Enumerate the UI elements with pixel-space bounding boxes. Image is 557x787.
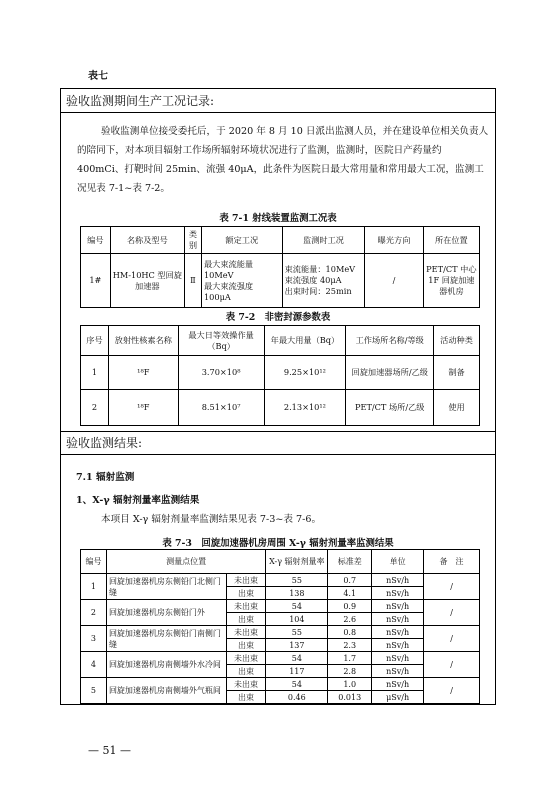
t73-val: 54 [266,652,328,665]
t73-sd: 2.6 [328,613,372,626]
t71-h-class: 类别 [184,227,201,254]
t73-sd: 2.8 [328,665,372,678]
t73-loc: 回旋加速器机房南侧墙外气瓶间 [106,678,226,704]
t72-no: 2 [81,390,109,426]
t72-nuclide: ¹⁸F [108,356,178,390]
t73-sd: 2.3 [328,639,372,652]
t73-unit: nSv/h [372,574,424,587]
t73-sd: 1.0 [328,678,372,691]
t73-unit: nSv/h [372,678,424,691]
t71-rated [201,254,282,308]
t72-h-no: 序号 [81,326,109,356]
t73-val: 55 [266,626,328,639]
t73-unit: nSv/h [372,613,424,626]
t73-val: 54 [266,600,328,613]
table-row [81,390,480,426]
t72-daily: 3.70×10⁸ [178,356,264,390]
section1-title: 验收监测期间生产工况记录: [66,94,215,108]
t73-no: 1 [81,574,107,600]
t71-monitor [282,254,365,308]
t72-daily: 8.51×10⁷ [178,390,264,426]
t73-sd: 1.7 [328,652,372,665]
divider [61,112,495,113]
t73-state: 未出束 [226,574,266,587]
t71-rated-line: 最大束流能量 [203,258,254,269]
t73-note: / [424,652,480,678]
table73-caption: 表 7-3 回旋加速器机房周围 X-γ 辐射剂量率监测结果 [162,538,394,549]
t73-no: 2 [81,600,107,626]
t72-no: 1 [81,356,109,390]
t73-h-sd: 标准差 [328,550,372,574]
t73-h-note: 备 注 [424,550,480,574]
t72-h-nuclide: 放射性核素名称 [108,326,178,356]
t71-location: PET/CT 中心 1F 回旋加速器机房 [423,254,479,308]
t73-note: / [424,678,480,704]
t71-h-no: 编号 [81,227,111,254]
table-row [81,574,480,587]
intro-text: 验收监测单位接受委托后，于 2020 年 8 月 10 日派出监测人员，并在建设单位相关负责人的陪同下，对本项目辐射工作场所辐射环境状况进行了监测，监测时，医院日产药量约 400mCi、打靶时间 25min、流强 40μA，此条件为医院日最大常用量和常用最大工况，监测工况见表 7-1~表 7-2。 [77,126,489,194]
t73-loc: 回旋加速器机房东侧铅门北侧门缝 [106,574,226,600]
t71-monitor-line: 出束时间：25min [284,286,352,296]
t73-loc: 回旋加速器机房东侧铅门南侧门缝 [106,626,226,652]
t73-state: 未出束 [226,600,266,613]
table71 [80,226,480,308]
t71-no: 1# [81,254,111,308]
t72-h-daily: 最大日等效操作量（Bq） [178,326,264,356]
table-row [81,626,480,639]
table73 [80,549,480,704]
t72-annual: 9.25×10¹² [264,356,346,390]
t71-rated-line: 10MeV [203,269,234,280]
t71-direction: / [365,254,423,308]
t73-val: 55 [266,574,328,587]
t73-state: 未出束 [226,652,266,665]
t73-no: 4 [81,652,107,678]
sub2-text: 本项目 X-γ 辐射剂量率监测结果见表 7-3~表 7-6。 [101,514,322,525]
section2-title: 验收监测结果: [66,436,143,450]
t73-state: 出束 [226,587,266,600]
t73-note: / [424,626,480,652]
t73-unit: nSv/h [372,665,424,678]
table72-caption: 表 7-2 非密封源参数表 [225,312,331,323]
t73-val: 54 [266,678,328,691]
page-number: — 51 — [88,744,131,757]
t72-activity: 制备 [434,356,480,390]
t71-h-rated: 额定工况 [201,227,282,254]
sub2-paragraph [77,510,489,529]
t72-annual: 2.13×10¹² [264,390,346,426]
t73-h-unit: 单位 [372,550,424,574]
t71-h-location: 所在位置 [423,227,479,254]
table-row [81,678,480,691]
t73-state: 未出束 [226,626,266,639]
t73-val: 0.46 [266,691,328,704]
table-row [81,652,480,665]
table-row [81,356,480,390]
t73-unit: μSv/h [372,691,424,704]
t73-unit: nSv/h [372,652,424,665]
t73-note: / [424,600,480,626]
t73-val: 104 [266,613,328,626]
t73-sd: 0.8 [328,626,372,639]
t73-unit: nSv/h [372,639,424,652]
t73-unit: nSv/h [372,626,424,639]
t72-h-place: 工作场所名称/等级 [346,326,434,356]
content-frame [60,88,496,705]
t73-val: 117 [266,665,328,678]
t73-sd: 0.013 [328,691,372,704]
t73-state: 未出束 [226,678,266,691]
t73-sd: 0.9 [328,600,372,613]
t71-name: HM-10HC 型回旋加速器 [110,254,184,308]
t73-note: / [424,574,480,600]
t73-loc: 回旋加速器机房南侧墙外水冷间 [106,652,226,678]
divider [61,454,495,455]
t73-h-no: 编号 [81,550,107,574]
t72-h-activity: 活动种类 [434,326,480,356]
t71-rated-line: 100μA [203,291,231,302]
t73-no: 3 [81,626,107,652]
t73-h-rate: X-γ 辐射剂量率 [266,550,328,574]
t73-loc: 回旋加速器机房东侧铅门外 [106,600,226,626]
t71-monitor-line: 束流强度 40μA [284,275,342,285]
t73-h-loc: 测量点位置 [106,550,265,574]
t73-sd: 4.1 [328,587,372,600]
t71-class: Ⅱ [184,254,201,308]
t72-nuclide: ¹⁸F [108,390,178,426]
t71-h-monitor: 监测时工况 [282,227,365,254]
t73-state: 出束 [226,691,266,704]
t73-no: 5 [81,678,107,704]
t72-h-annual: 年最大用量（Bq） [264,326,346,356]
table71-caption: 表 7-1 射线装置监测工况表 [219,213,337,224]
t72-place: PET/CT 场所/乙级 [346,390,434,426]
intro-paragraph [77,122,489,198]
t71-monitor-line: 束流能量：10MeV [284,264,356,274]
t73-unit: nSv/h [372,587,424,600]
t72-activity: 使用 [434,390,480,426]
t73-state: 出束 [226,613,266,626]
t71-rated-line: 最大束流强度 [203,280,254,291]
table-row [81,600,480,613]
t73-sd: 0.7 [328,574,372,587]
table72 [80,325,480,426]
t71-h-direction: 曝光方向 [365,227,423,254]
t71-h-name: 名称及型号 [110,227,184,254]
subsection-title: 7.1 辐射监测 [76,472,135,483]
t73-val: 137 [266,639,328,652]
page-label: 表七 [88,71,108,82]
t73-state: 出束 [226,665,266,678]
t73-val: 138 [266,587,328,600]
t73-unit: nSv/h [372,600,424,613]
t72-place: 回旋加速器场所/乙级 [346,356,434,390]
divider [61,431,495,432]
subsection-heading: 1、X-γ 辐射剂量率监测结果 [76,495,200,506]
t73-state: 出束 [226,639,266,652]
